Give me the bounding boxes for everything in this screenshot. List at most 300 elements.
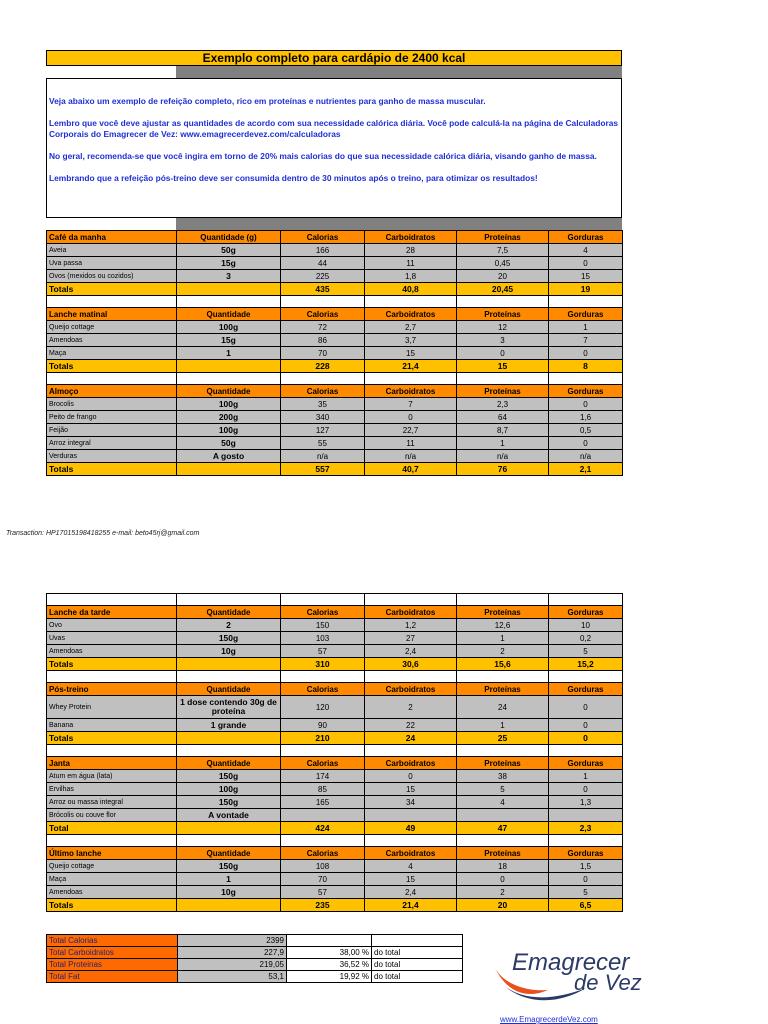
empty-cell (281, 835, 365, 847)
total-protein: 15 (457, 360, 549, 373)
qty-header: Quantidade (177, 385, 281, 398)
empty-cell (365, 835, 457, 847)
total-calories: 424 (281, 822, 365, 835)
total-calories: 435 (281, 283, 365, 296)
empty-cell (457, 835, 549, 847)
calories-cell: n/a (281, 450, 365, 463)
food-row (47, 809, 623, 822)
carbs-cell: 34 (365, 796, 457, 809)
empty-cell (549, 373, 623, 385)
calories-cell: 90 (281, 719, 365, 732)
fat-cell: 0 (549, 257, 623, 270)
fat-cell: 10 (549, 619, 623, 632)
column-header: Gorduras (549, 308, 623, 321)
food-quantity: 1 grande (177, 719, 281, 732)
column-header: Proteínas (457, 757, 549, 770)
food-row (47, 645, 623, 658)
meal-header-row (47, 683, 623, 696)
summary-value: 2399 (178, 935, 287, 947)
food-row (47, 886, 623, 899)
fat-cell: 0,5 (549, 424, 623, 437)
food-quantity: 1 dose contendo 30g de proteína (177, 696, 281, 719)
totals-row (47, 360, 623, 373)
food-quantity: 1 (177, 347, 281, 360)
column-header: Proteínas (457, 308, 549, 321)
meal-name: Café da manha (47, 231, 177, 244)
fat-cell: 1,5 (549, 860, 623, 873)
spacer-row (47, 296, 623, 308)
food-row (47, 719, 623, 732)
calories-cell: 35 (281, 398, 365, 411)
column-header: Proteínas (457, 847, 549, 860)
calories-cell: 340 (281, 411, 365, 424)
calories-cell: 57 (281, 886, 365, 899)
meal-header-row (47, 757, 623, 770)
fat-cell (549, 809, 623, 822)
protein-cell: 1 (457, 632, 549, 645)
totals-qty (177, 899, 281, 912)
carbs-cell: 11 (365, 257, 457, 270)
food-row (47, 860, 623, 873)
calories-cell: 150 (281, 619, 365, 632)
total-carbs: 24 (365, 732, 457, 745)
summary-row (47, 959, 463, 971)
logo-line1: Emagrecer (512, 949, 630, 976)
empty-cell (549, 835, 623, 847)
intro-paragraph: Lembro que você deve ajustar as quantidades de acordo com sua necessidade calórica diária. Você pode calculá-la na página de Calculadoras Corporais do Emagrecer de Vez: www.emagrecerdevez.com/calculadoras (49, 118, 619, 139)
logo-line2: de Vez (574, 970, 642, 995)
food-quantity: 10g (177, 645, 281, 658)
carbs-cell: 15 (365, 873, 457, 886)
food-name: Aveia (47, 244, 177, 257)
total-carbs: 21,4 (365, 899, 457, 912)
totals-label: Totals (47, 658, 177, 671)
summary-label: Total Fat (47, 971, 178, 983)
carbs-cell: 2,4 (365, 886, 457, 899)
totals-row (47, 899, 623, 912)
empty-cell (47, 671, 177, 683)
food-row (47, 424, 623, 437)
meal-table-1 (46, 230, 623, 476)
calories-cell: 225 (281, 270, 365, 283)
food-quantity: 200g (177, 411, 281, 424)
food-row (47, 398, 623, 411)
totals-qty (177, 732, 281, 745)
calories-cell: 120 (281, 696, 365, 719)
protein-cell: 12 (457, 321, 549, 334)
column-header: Gorduras (549, 757, 623, 770)
column-header: Calorias (281, 308, 365, 321)
calories-cell: 70 (281, 873, 365, 886)
fat-cell: 5 (549, 645, 623, 658)
summary-percent: 38,00 % (287, 947, 372, 959)
food-quantity: 15g (177, 334, 281, 347)
protein-cell: 20 (457, 270, 549, 283)
carbs-cell: 1,8 (365, 270, 457, 283)
protein-cell: 18 (457, 860, 549, 873)
food-quantity: 150g (177, 796, 281, 809)
food-quantity: 15g (177, 257, 281, 270)
spacer-row (47, 594, 623, 606)
carbs-cell: n/a (365, 450, 457, 463)
totals-label: Totals (47, 463, 177, 476)
total-calories: 557 (281, 463, 365, 476)
brand-logo (490, 940, 650, 1015)
empty-cell (47, 373, 177, 385)
total-calories: 228 (281, 360, 365, 373)
food-row (47, 632, 623, 645)
food-row (47, 873, 623, 886)
fat-cell: 0 (549, 398, 623, 411)
carbs-cell: 0 (365, 411, 457, 424)
column-header: Gorduras (549, 231, 623, 244)
carbs-cell: 7 (365, 398, 457, 411)
fat-cell: 0 (549, 437, 623, 450)
food-name: Uvas (47, 632, 177, 645)
column-header: Gorduras (549, 385, 623, 398)
qty-header: Quantidade (177, 308, 281, 321)
food-quantity: 50g (177, 244, 281, 257)
summary-suffix (372, 935, 463, 947)
totals-label: Totals (47, 360, 177, 373)
empty-cell (281, 296, 365, 308)
empty-cell (281, 671, 365, 683)
totals-qty (177, 658, 281, 671)
food-name: Feijão (47, 424, 177, 437)
fat-cell: 1,3 (549, 796, 623, 809)
protein-cell: 24 (457, 696, 549, 719)
food-row (47, 783, 623, 796)
fat-cell: 0 (549, 347, 623, 360)
food-row (47, 770, 623, 783)
calories-cell: 166 (281, 244, 365, 257)
carbs-cell: 11 (365, 437, 457, 450)
carbs-cell: 22,7 (365, 424, 457, 437)
total-carbs: 49 (365, 822, 457, 835)
empty-cell (281, 373, 365, 385)
column-header: Carboidratos (365, 308, 457, 321)
total-carbs: 40,8 (365, 283, 457, 296)
protein-cell: 1 (457, 719, 549, 732)
intro-paragraph: No geral, recomenda-se que você ingira em torno de 20% mais calorias do que sua necessidade calórica diária, visando ganho de massa. (49, 151, 597, 161)
summary-label: Total Calorias (47, 935, 178, 947)
protein-cell: 12,6 (457, 619, 549, 632)
totals-label: Totals (47, 283, 177, 296)
food-quantity: 100g (177, 321, 281, 334)
qty-header: Quantidade (177, 847, 281, 860)
fat-cell: 15 (549, 270, 623, 283)
column-header: Proteínas (457, 606, 549, 619)
empty-cell (549, 594, 623, 606)
protein-cell: 8,7 (457, 424, 549, 437)
meal-header-row (47, 847, 623, 860)
empty-cell (177, 835, 281, 847)
calories-cell (281, 809, 365, 822)
spacer-row (47, 373, 623, 385)
food-name: Atum em água (lata) (47, 770, 177, 783)
qty-header: Quantidade (177, 683, 281, 696)
meal-header-row (47, 231, 623, 244)
calories-cell: 127 (281, 424, 365, 437)
logo-url-link[interactable]: www.EmagrecerdeVez.com (500, 1015, 598, 1024)
totals-row (47, 463, 623, 476)
totals-qty (177, 463, 281, 476)
empty-cell (365, 373, 457, 385)
food-name: Ovo (47, 619, 177, 632)
food-row (47, 334, 623, 347)
column-header: Calorias (281, 606, 365, 619)
spacer-row (47, 745, 623, 757)
total-fat: 19 (549, 283, 623, 296)
totals-row (47, 822, 623, 835)
food-name: Verduras (47, 450, 177, 463)
protein-cell: 2 (457, 886, 549, 899)
carbs-cell: 2,4 (365, 645, 457, 658)
calories-cell: 70 (281, 347, 365, 360)
protein-cell: 38 (457, 770, 549, 783)
empty-cell (365, 296, 457, 308)
qty-header: Quantidade (g) (177, 231, 281, 244)
food-row (47, 244, 623, 257)
empty-cell (177, 594, 281, 606)
total-fat: 2,3 (549, 822, 623, 835)
qty-header: Quantidade (177, 606, 281, 619)
transaction-info: Transaction: HP17015198418255 e-mail: beto45rj@gmail.com (6, 530, 200, 537)
summary-table (46, 934, 463, 983)
fat-cell: 1 (549, 770, 623, 783)
empty-cell (365, 594, 457, 606)
totals-label: Totals (47, 899, 177, 912)
meal-header-row (47, 385, 623, 398)
total-protein: 25 (457, 732, 549, 745)
empty-cell (47, 296, 177, 308)
fat-cell: 1 (549, 321, 623, 334)
totals-qty (177, 360, 281, 373)
carbs-cell: 1,2 (365, 619, 457, 632)
totals-row (47, 283, 623, 296)
calories-cell: 85 (281, 783, 365, 796)
carbs-cell: 27 (365, 632, 457, 645)
food-name: Amendoas (47, 886, 177, 899)
totals-row (47, 658, 623, 671)
protein-cell: 2,3 (457, 398, 549, 411)
summary-label: Total Proteinas (47, 959, 178, 971)
intro-gray-bar (176, 218, 622, 230)
protein-cell (457, 809, 549, 822)
column-header: Carboidratos (365, 683, 457, 696)
food-name: Amendoas (47, 645, 177, 658)
column-header: Calorias (281, 757, 365, 770)
meal-name: Lanche matinal (47, 308, 177, 321)
calories-cell: 72 (281, 321, 365, 334)
column-header: Carboidratos (365, 385, 457, 398)
summary-suffix: do total (372, 971, 463, 983)
carbs-cell: 2 (365, 696, 457, 719)
carbs-cell: 4 (365, 860, 457, 873)
carbs-cell: 28 (365, 244, 457, 257)
fat-cell: 5 (549, 886, 623, 899)
summary-label: Total Carboidratos (47, 947, 178, 959)
qty-header: Quantidade (177, 757, 281, 770)
carbs-cell: 2,7 (365, 321, 457, 334)
carbs-cell (365, 809, 457, 822)
food-name: Queijo cottage (47, 321, 177, 334)
total-fat: 0 (549, 732, 623, 745)
total-fat: 15,2 (549, 658, 623, 671)
column-header: Proteínas (457, 385, 549, 398)
calories-cell: 55 (281, 437, 365, 450)
fat-cell: 0,2 (549, 632, 623, 645)
food-name: Maça (47, 347, 177, 360)
column-header: Carboidratos (365, 847, 457, 860)
summary-percent: 19,92 % (287, 971, 372, 983)
meal-header-row (47, 308, 623, 321)
fat-cell: 1,6 (549, 411, 623, 424)
empty-cell (281, 745, 365, 757)
spacer-row (47, 835, 623, 847)
food-quantity: 100g (177, 783, 281, 796)
total-protein: 15,6 (457, 658, 549, 671)
calories-cell: 57 (281, 645, 365, 658)
total-calories: 235 (281, 899, 365, 912)
food-quantity: A vontade (177, 809, 281, 822)
food-name: Brocolis (47, 398, 177, 411)
empty-cell (457, 296, 549, 308)
total-calories: 310 (281, 658, 365, 671)
food-row (47, 450, 623, 463)
food-quantity: 150g (177, 632, 281, 645)
empty-cell (365, 745, 457, 757)
summary-row (47, 947, 463, 959)
total-carbs: 40,7 (365, 463, 457, 476)
calories-cell: 44 (281, 257, 365, 270)
food-row (47, 321, 623, 334)
food-row (47, 411, 623, 424)
total-carbs: 21,4 (365, 360, 457, 373)
empty-cell (47, 594, 177, 606)
total-calories: 210 (281, 732, 365, 745)
protein-cell: 0 (457, 347, 549, 360)
total-protein: 20,45 (457, 283, 549, 296)
food-name: Queijo cottage (47, 860, 177, 873)
intro-paragraph: Veja abaixo um exemplo de refeição completo, rico em proteínas e nutrientes para ganho de massa muscular. (49, 96, 486, 106)
carbs-cell: 15 (365, 347, 457, 360)
food-name: Brócolis ou couve flor (47, 809, 177, 822)
calories-cell: 174 (281, 770, 365, 783)
calories-cell: 165 (281, 796, 365, 809)
protein-cell: 5 (457, 783, 549, 796)
protein-cell: 4 (457, 796, 549, 809)
protein-cell: 64 (457, 411, 549, 424)
carbs-cell: 0 (365, 770, 457, 783)
intro-box (46, 78, 622, 218)
column-header: Calorias (281, 385, 365, 398)
page-title: Exemplo completo para cardápio de 2400 kcal (46, 50, 622, 66)
total-protein: 20 (457, 899, 549, 912)
food-row (47, 437, 623, 450)
totals-qty (177, 283, 281, 296)
empty-cell (457, 671, 549, 683)
column-header: Calorias (281, 683, 365, 696)
empty-cell (457, 373, 549, 385)
empty-cell (177, 671, 281, 683)
food-name: Ervilhas (47, 783, 177, 796)
total-fat: 2,1 (549, 463, 623, 476)
food-name: Amendoas (47, 334, 177, 347)
title-gray-bar (176, 66, 622, 78)
calories-cell: 108 (281, 860, 365, 873)
food-quantity: 3 (177, 270, 281, 283)
food-quantity: 10g (177, 886, 281, 899)
protein-cell: 2 (457, 645, 549, 658)
carbs-cell: 3,7 (365, 334, 457, 347)
meal-header-row (47, 606, 623, 619)
total-fat: 8 (549, 360, 623, 373)
column-header: Gorduras (549, 683, 623, 696)
fat-cell: 0 (549, 696, 623, 719)
protein-cell: 3 (457, 334, 549, 347)
meal-name: Janta (47, 757, 177, 770)
protein-cell: 0,45 (457, 257, 549, 270)
empty-cell (457, 745, 549, 757)
empty-cell (177, 745, 281, 757)
totals-label: Totals (47, 732, 177, 745)
summary-percent (287, 935, 372, 947)
summary-value: 53,1 (178, 971, 287, 983)
empty-cell (457, 594, 549, 606)
meal-table-2 (46, 593, 623, 912)
empty-cell (47, 835, 177, 847)
fat-cell: 4 (549, 244, 623, 257)
meal-name: Pós-treino (47, 683, 177, 696)
summary-suffix: do total (372, 947, 463, 959)
carbs-cell: 15 (365, 783, 457, 796)
total-fat: 6,5 (549, 899, 623, 912)
fat-cell: 0 (549, 873, 623, 886)
food-row (47, 696, 623, 719)
food-name: Ovos (mexidos ou cozidos) (47, 270, 177, 283)
column-header: Gorduras (549, 606, 623, 619)
summary-row (47, 971, 463, 983)
food-row (47, 270, 623, 283)
food-row (47, 347, 623, 360)
total-carbs: 30,6 (365, 658, 457, 671)
protein-cell: 1 (457, 437, 549, 450)
empty-cell (549, 296, 623, 308)
calories-cell: 86 (281, 334, 365, 347)
empty-cell (177, 373, 281, 385)
summary-suffix: do total (372, 959, 463, 971)
empty-cell (281, 594, 365, 606)
summary-value: 227,9 (178, 947, 287, 959)
column-header: Carboidratos (365, 757, 457, 770)
protein-cell: 0 (457, 873, 549, 886)
food-name: Arroz integral (47, 437, 177, 450)
food-quantity: 50g (177, 437, 281, 450)
intro-paragraph: Lembrando que a refeição pós-treino deve ser consumida dentro de 30 minutos após o treino, para otimizar os resultados! (49, 173, 538, 183)
fat-cell: 0 (549, 783, 623, 796)
column-header: Proteínas (457, 683, 549, 696)
column-header: Calorias (281, 231, 365, 244)
food-quantity: 100g (177, 424, 281, 437)
food-name: Whey Protein (47, 696, 177, 719)
food-quantity: 2 (177, 619, 281, 632)
food-name: Uva passa (47, 257, 177, 270)
column-header: Carboidratos (365, 606, 457, 619)
empty-cell (365, 671, 457, 683)
food-quantity: 150g (177, 860, 281, 873)
protein-cell: 7,5 (457, 244, 549, 257)
